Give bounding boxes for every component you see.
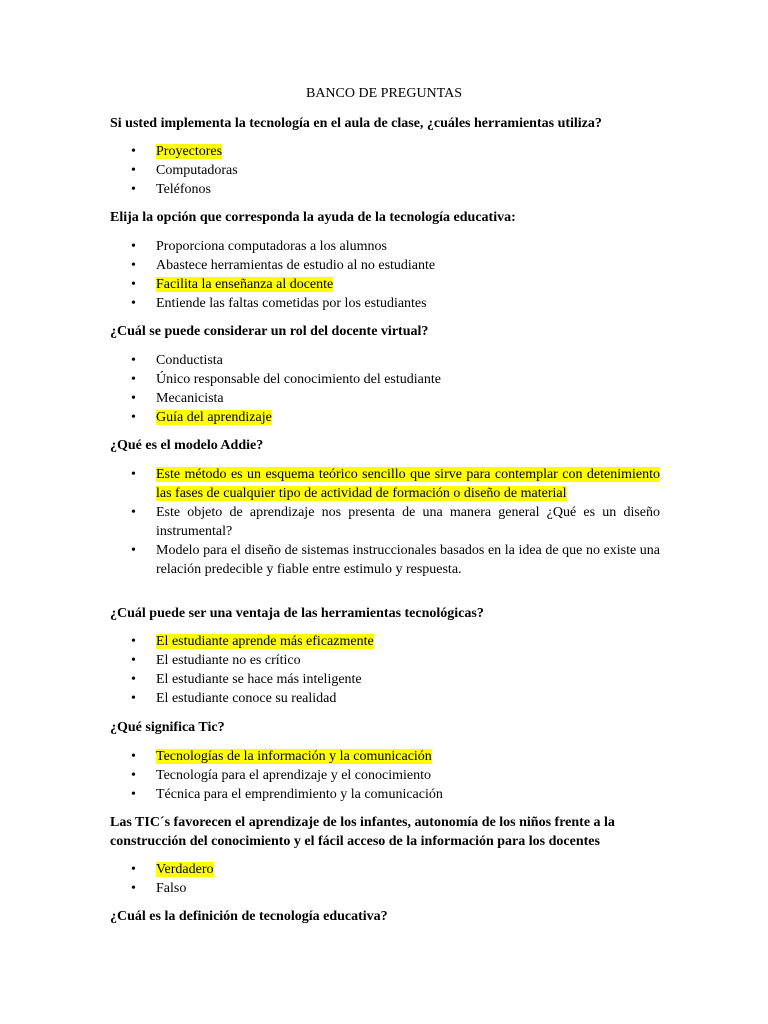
- question-2: Elija la opción que corresponda la ayuda de la tecnología educativa:: [110, 210, 516, 225]
- list-item: [110, 651, 660, 670]
- list-item: [110, 161, 660, 180]
- bullet-icon: •: [131, 787, 136, 802]
- list-item: [110, 689, 660, 708]
- question-8: ¿Cuál es la definición de tecnología educativa?: [110, 909, 388, 924]
- bullet-icon: •: [131, 239, 136, 254]
- option-text: Falso: [156, 881, 187, 896]
- list-item: [110, 766, 660, 785]
- bullet-icon: •: [131, 672, 136, 687]
- option-text: El estudiante no es crítico: [156, 653, 301, 668]
- list-item: [110, 389, 660, 408]
- bullet-icon: •: [131, 182, 136, 197]
- question-6: ¿Qué significa Tic?: [110, 720, 225, 735]
- option-text-highlighted: Este método es un esquema teórico sencillo que sirve para contemplar con detenimiento las fases de cualquier tipo de actividad de formación o diseño de material: [156, 467, 660, 501]
- bullet-icon: •: [131, 144, 136, 159]
- list-item: [110, 670, 660, 689]
- list-item: [110, 256, 660, 275]
- bullet-icon: •: [131, 862, 136, 877]
- bullet-icon: •: [131, 391, 136, 406]
- option-text-highlighted: El estudiante aprende más eficazmente: [156, 634, 374, 649]
- option-text: Abastece herramientas de estudio al no estudiante: [156, 258, 436, 273]
- question-3: ¿Cuál se puede considerar un rol del docente virtual?: [110, 324, 429, 339]
- option-text: Único responsable del conocimiento del estudiante: [156, 372, 441, 387]
- option-block: [156, 465, 660, 503]
- list-item: [110, 860, 660, 879]
- bullet-icon: •: [131, 277, 136, 292]
- bullet-icon: •: [131, 653, 136, 668]
- list-item: [110, 237, 660, 256]
- list-item: [110, 351, 660, 370]
- bullet-icon: •: [131, 163, 136, 178]
- list-item: [110, 408, 660, 427]
- list-item: [110, 275, 660, 294]
- bullet-icon: •: [131, 467, 136, 482]
- bullet-icon: •: [131, 410, 136, 425]
- document-title: BANCO DE PREGUNTAS: [305, 86, 462, 101]
- list-item: [110, 465, 660, 503]
- list-item: [110, 879, 660, 898]
- question-1-options: [110, 142, 660, 199]
- option-text: Entiende las faltas cometidas por los estudiantes: [156, 296, 427, 311]
- bullet-icon: •: [131, 768, 136, 783]
- question-2-options: [110, 237, 660, 313]
- bullet-icon: •: [131, 634, 136, 649]
- list-item: [110, 142, 660, 161]
- option-text: Mecanicista: [156, 391, 224, 406]
- bullet-icon: •: [131, 881, 136, 896]
- list-item: [110, 785, 660, 804]
- option-text: Este objeto de aprendizaje nos presenta de una manera general ¿Qué es un diseño instrumental?: [156, 505, 660, 539]
- option-text: Modelo para el diseño de sistemas instruccionales basados en la idea de que no existe una relación predecible y fiable entre estimulo y respuesta.: [156, 543, 660, 577]
- option-text-highlighted: Facilita la enseñanza al docente: [156, 277, 334, 292]
- bullet-icon: •: [131, 543, 136, 558]
- bullet-icon: •: [131, 372, 136, 387]
- list-item: [110, 632, 660, 651]
- question-5-options: [110, 632, 660, 708]
- option-text-highlighted: Guía del aprendizaje: [156, 410, 272, 425]
- list-item: [110, 503, 660, 541]
- option-text-highlighted: Verdadero: [156, 862, 214, 877]
- option-text-highlighted: Tecnologías de la información y la comunicación: [156, 749, 432, 764]
- bullet-icon: •: [131, 749, 136, 764]
- bullet-icon: •: [131, 296, 136, 311]
- list-item: [110, 541, 660, 579]
- option-text: El estudiante se hace más inteligente: [156, 672, 362, 687]
- question-7: Las TIC´s favorecen el aprendizaje de los infantes, autonomía de los niños frente a la construcción del conocimiento y el fácil acceso de la información para los docentes: [110, 815, 615, 849]
- option-text: Proporciona computadoras a los alumnos: [156, 239, 387, 254]
- question-7-options: [110, 860, 660, 898]
- question-3-options: [110, 351, 660, 427]
- option-text: Tecnología para el aprendizaje y el conocimiento: [156, 768, 432, 783]
- option-text: Teléfonos: [156, 182, 212, 197]
- option-text: Técnica para el emprendimiento y la comunicación: [156, 787, 443, 802]
- list-item: [110, 747, 660, 766]
- list-item: [110, 294, 660, 313]
- bullet-icon: •: [131, 505, 136, 520]
- option-text: Conductista: [156, 353, 223, 368]
- question-5: ¿Cuál puede ser una ventaja de las herramientas tecnológicas?: [110, 606, 484, 621]
- option-text-highlighted: Proyectores: [156, 144, 223, 159]
- bullet-icon: •: [131, 353, 136, 368]
- bullet-icon: •: [131, 258, 136, 273]
- question-6-options: [110, 747, 660, 804]
- list-item: [110, 370, 660, 389]
- option-text: Computadoras: [156, 163, 238, 178]
- bullet-icon: •: [131, 691, 136, 706]
- question-4-options: [110, 465, 660, 579]
- question-1: Si usted implementa la tecnología en el aula de clase, ¿cuáles herramientas utiliza?: [110, 116, 602, 131]
- option-text: El estudiante conoce su realidad: [156, 691, 337, 706]
- question-4: ¿Qué es el modelo Addie?: [110, 438, 264, 453]
- list-item: [110, 180, 660, 199]
